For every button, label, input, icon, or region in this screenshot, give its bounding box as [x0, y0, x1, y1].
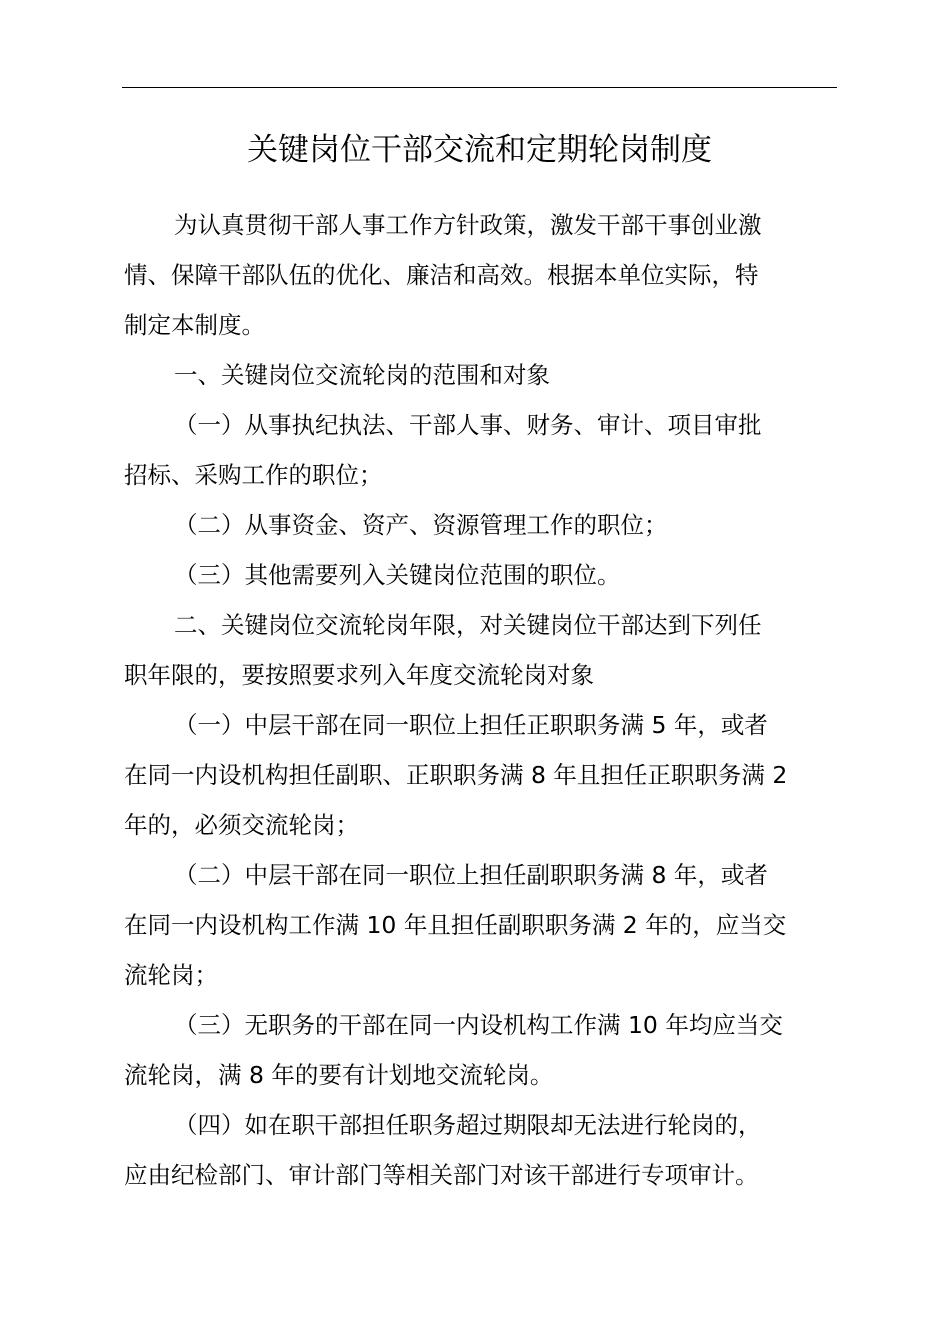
paragraph-intro-line: 制定本制度。 — [124, 311, 265, 339]
header-rule — [122, 87, 837, 88]
section-heading: 职年限的，要按照要求列入年度交流轮岗对象 — [124, 661, 594, 689]
list-item-line: 应由纪检部门、审计部门等相关部门对该干部进行专项审计。 — [124, 1161, 759, 1189]
document-body — [124, 200, 837, 1200]
list-item-line: 在同一内设机构工作满 10 年且担任副职职务满 2 年的，应当交 — [124, 911, 787, 939]
list-item-line: （一）从事执纪执法、干部人事、财务、审计、项目审批 — [174, 411, 762, 439]
paragraph-intro-line: 情、保障干部队伍的优化、廉洁和高效。根据本单位实际，特 — [124, 261, 759, 289]
list-item-line: 在同一内设机构担任副职、正职职务满 8 年且担任正职职务满 2 — [124, 761, 788, 789]
list-item-line: 流轮岗，满 8 年的要有计划地交流轮岗。 — [124, 1061, 554, 1089]
list-item-line: （三）无职务的干部在同一内设机构工作满 10 年均应当交 — [174, 1011, 783, 1039]
section-heading: 一、关键岗位交流轮岗的范围和对象 — [174, 361, 550, 389]
list-item-line: （二）中层干部在同一职位上担任副职职务满 8 年，或者 — [174, 861, 768, 889]
list-item-line: 招标、采购工作的职位； — [124, 461, 383, 489]
section-heading: 二、关键岗位交流轮岗年限，对关键岗位干部达到下列任 — [174, 611, 762, 639]
document-title: 关键岗位干部交流和定期轮岗制度 — [247, 132, 712, 168]
list-item-line: 年的，必须交流轮岗； — [124, 811, 359, 839]
list-item-line: （三）其他需要列入关键岗位范围的职位。 — [174, 561, 621, 589]
list-item-line: （一）中层干部在同一职位上担任正职职务满 5 年，或者 — [174, 711, 768, 739]
list-item-line: （二）从事资金、资产、资源管理工作的职位； — [174, 511, 668, 539]
list-item-line: 流轮岗； — [124, 961, 218, 989]
paragraph-intro-line: 为认真贯彻干部人事工作方针政策，激发干部干事创业激 — [174, 211, 762, 239]
list-item-line: （四）如在职干部担任职务超过期限却无法进行轮岗的， — [174, 1111, 762, 1139]
